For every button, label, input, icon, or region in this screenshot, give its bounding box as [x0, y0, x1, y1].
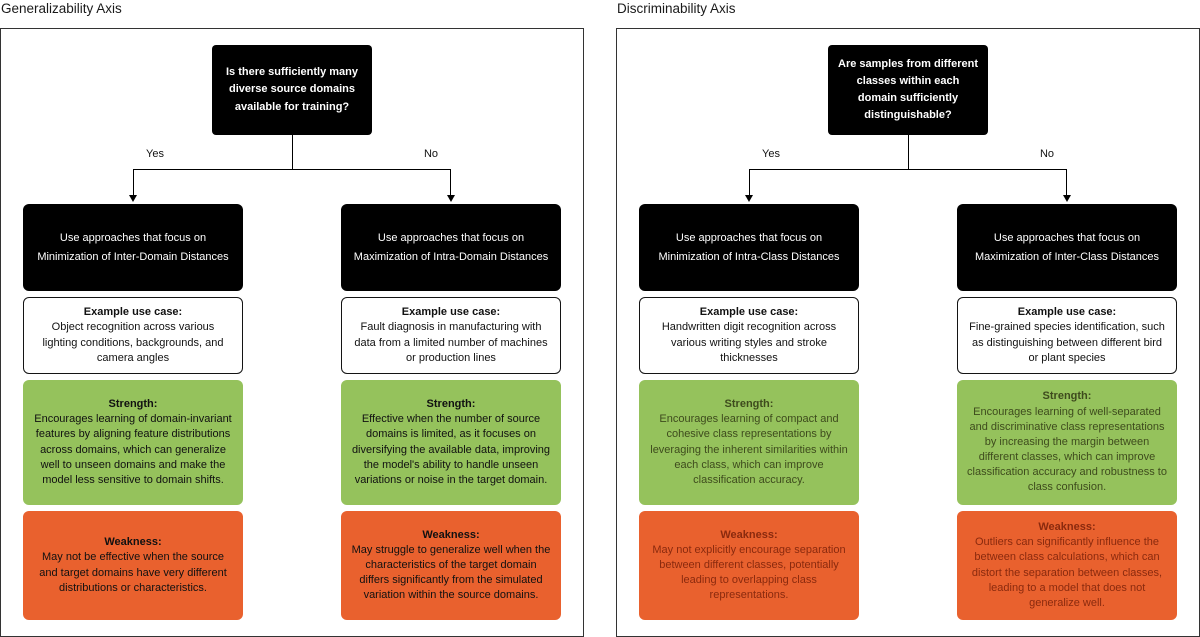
example-header: Example use case: — [699, 306, 799, 319]
branch-column-no — [341, 204, 561, 620]
flowchart-panel — [0, 28, 584, 637]
branch-line-left — [749, 169, 750, 196]
weakness-text: Outliers can significantly influence the between class calculations, which can distort the separation between classes, leading to a model that does not generalize well. — [971, 536, 1163, 609]
strength-node — [957, 380, 1177, 505]
weakness-header: Weakness: — [422, 528, 480, 541]
stem-line — [292, 135, 293, 169]
branch-label-yes: Yes — [762, 148, 780, 160]
branch-label-yes: Yes — [146, 148, 164, 160]
strength-header: Strength: — [724, 397, 774, 410]
example-text: Fault diagnosis in manufacturing with data from a limited number of machines or production lines — [354, 321, 548, 364]
weakness-node — [639, 511, 859, 620]
weakness-text: May not be effective when the source and target domains have very different distributions or characteristics. — [39, 551, 227, 594]
question-node: Are samples from different classes within each domain sufficiently distinguishable? — [828, 45, 988, 135]
example-text: Handwritten digit recognition across various writing styles and stroke thicknesses — [661, 321, 837, 364]
branch-columns — [23, 204, 561, 620]
panel-title: Discriminability Axis — [617, 1, 736, 16]
weakness-header: Weakness: — [104, 536, 162, 549]
weakness-text: May not explicitly encourage separation between different classes, potentially leading to overlapping class representations. — [652, 543, 846, 602]
arrow-down-icon — [1063, 195, 1071, 202]
example-text: Fine-grained species identification, such as distinguishing between different bird or plant species — [969, 321, 1165, 364]
strength-text: Encourages learning of compact and cohesive class representations by leveraging the inherent similarities within each class, which can improve classification accuracy. — [650, 413, 848, 486]
branch-label-no: No — [1039, 148, 1054, 160]
branch-columns — [639, 204, 1177, 620]
strength-node — [341, 380, 561, 505]
example-node — [341, 297, 561, 374]
strength-header: Strength: — [426, 397, 476, 410]
branch-line-right — [1066, 169, 1067, 196]
approach-node: Use approaches that focus on Maximization of Inter-Class Distances — [957, 204, 1177, 291]
stem-line — [908, 135, 909, 169]
discriminability-section — [616, 0, 1200, 637]
arrow-down-icon — [447, 195, 455, 202]
strength-text: Encourages learning of well-separated and discriminative class representations by increasing the margin between different classes, which can improve classification accuracy and robustness to class confusion. — [967, 405, 1167, 494]
example-header: Example use case: — [1017, 306, 1117, 319]
branch-connector — [639, 135, 1177, 204]
approach-node: Use approaches that focus on Minimization of Intra-Class Distances — [639, 204, 859, 291]
panel-title: Generalizability Axis — [1, 1, 122, 16]
weakness-node — [957, 511, 1177, 620]
branch-bar-line — [749, 169, 1067, 170]
example-node — [639, 297, 859, 374]
question-row — [23, 45, 561, 135]
approach-node: Use approaches that focus on Minimization of Inter-Domain Distances — [23, 204, 243, 291]
weakness-header: Weakness: — [720, 528, 778, 541]
branch-line-right — [450, 169, 451, 196]
strength-text: Encourages learning of domain-invariant features by aligning feature distributions across domains, which can generalize well to unseen domains and make the model less sensitive to domain shifts. — [34, 413, 232, 486]
branch-line-left — [133, 169, 134, 196]
arrow-down-icon — [129, 195, 137, 202]
strength-node — [639, 380, 859, 505]
example-text: Object recognition across various lighting conditions, backgrounds, and camera angles — [42, 321, 224, 364]
strength-header: Strength: — [108, 397, 158, 410]
branch-bar-line — [133, 169, 451, 170]
approach-node: Use approaches that focus on Maximization of Intra-Domain Distances — [341, 204, 561, 291]
weakness-node — [23, 511, 243, 620]
branch-column-no — [957, 204, 1177, 620]
question-node: Is there sufficiently many diverse source domains available for training? — [212, 45, 372, 135]
weakness-text: May struggle to generalize well when the characteristics of the target domain differs significantly from the simulated variation within the source domains. — [351, 543, 551, 602]
generalizability-section — [0, 0, 584, 637]
branch-label-no: No — [423, 148, 438, 160]
strength-node — [23, 380, 243, 505]
example-header: Example use case: — [401, 306, 501, 319]
branch-connector — [23, 135, 561, 204]
weakness-header: Weakness: — [1038, 520, 1096, 533]
weakness-node — [341, 511, 561, 620]
strength-header: Strength: — [1042, 390, 1092, 403]
branch-column-yes — [639, 204, 859, 620]
example-node — [957, 297, 1177, 374]
arrow-down-icon — [745, 195, 753, 202]
question-row — [639, 45, 1177, 135]
flowchart-panel — [616, 28, 1200, 637]
strength-text: Effective when the number of source domains is limited, as it focuses on diversifying the available data, improving the model's ability to handle unseen variations or noise in the target domain. — [351, 413, 551, 486]
example-header: Example use case: — [83, 306, 183, 319]
example-node — [23, 297, 243, 374]
branch-column-yes — [23, 204, 243, 620]
